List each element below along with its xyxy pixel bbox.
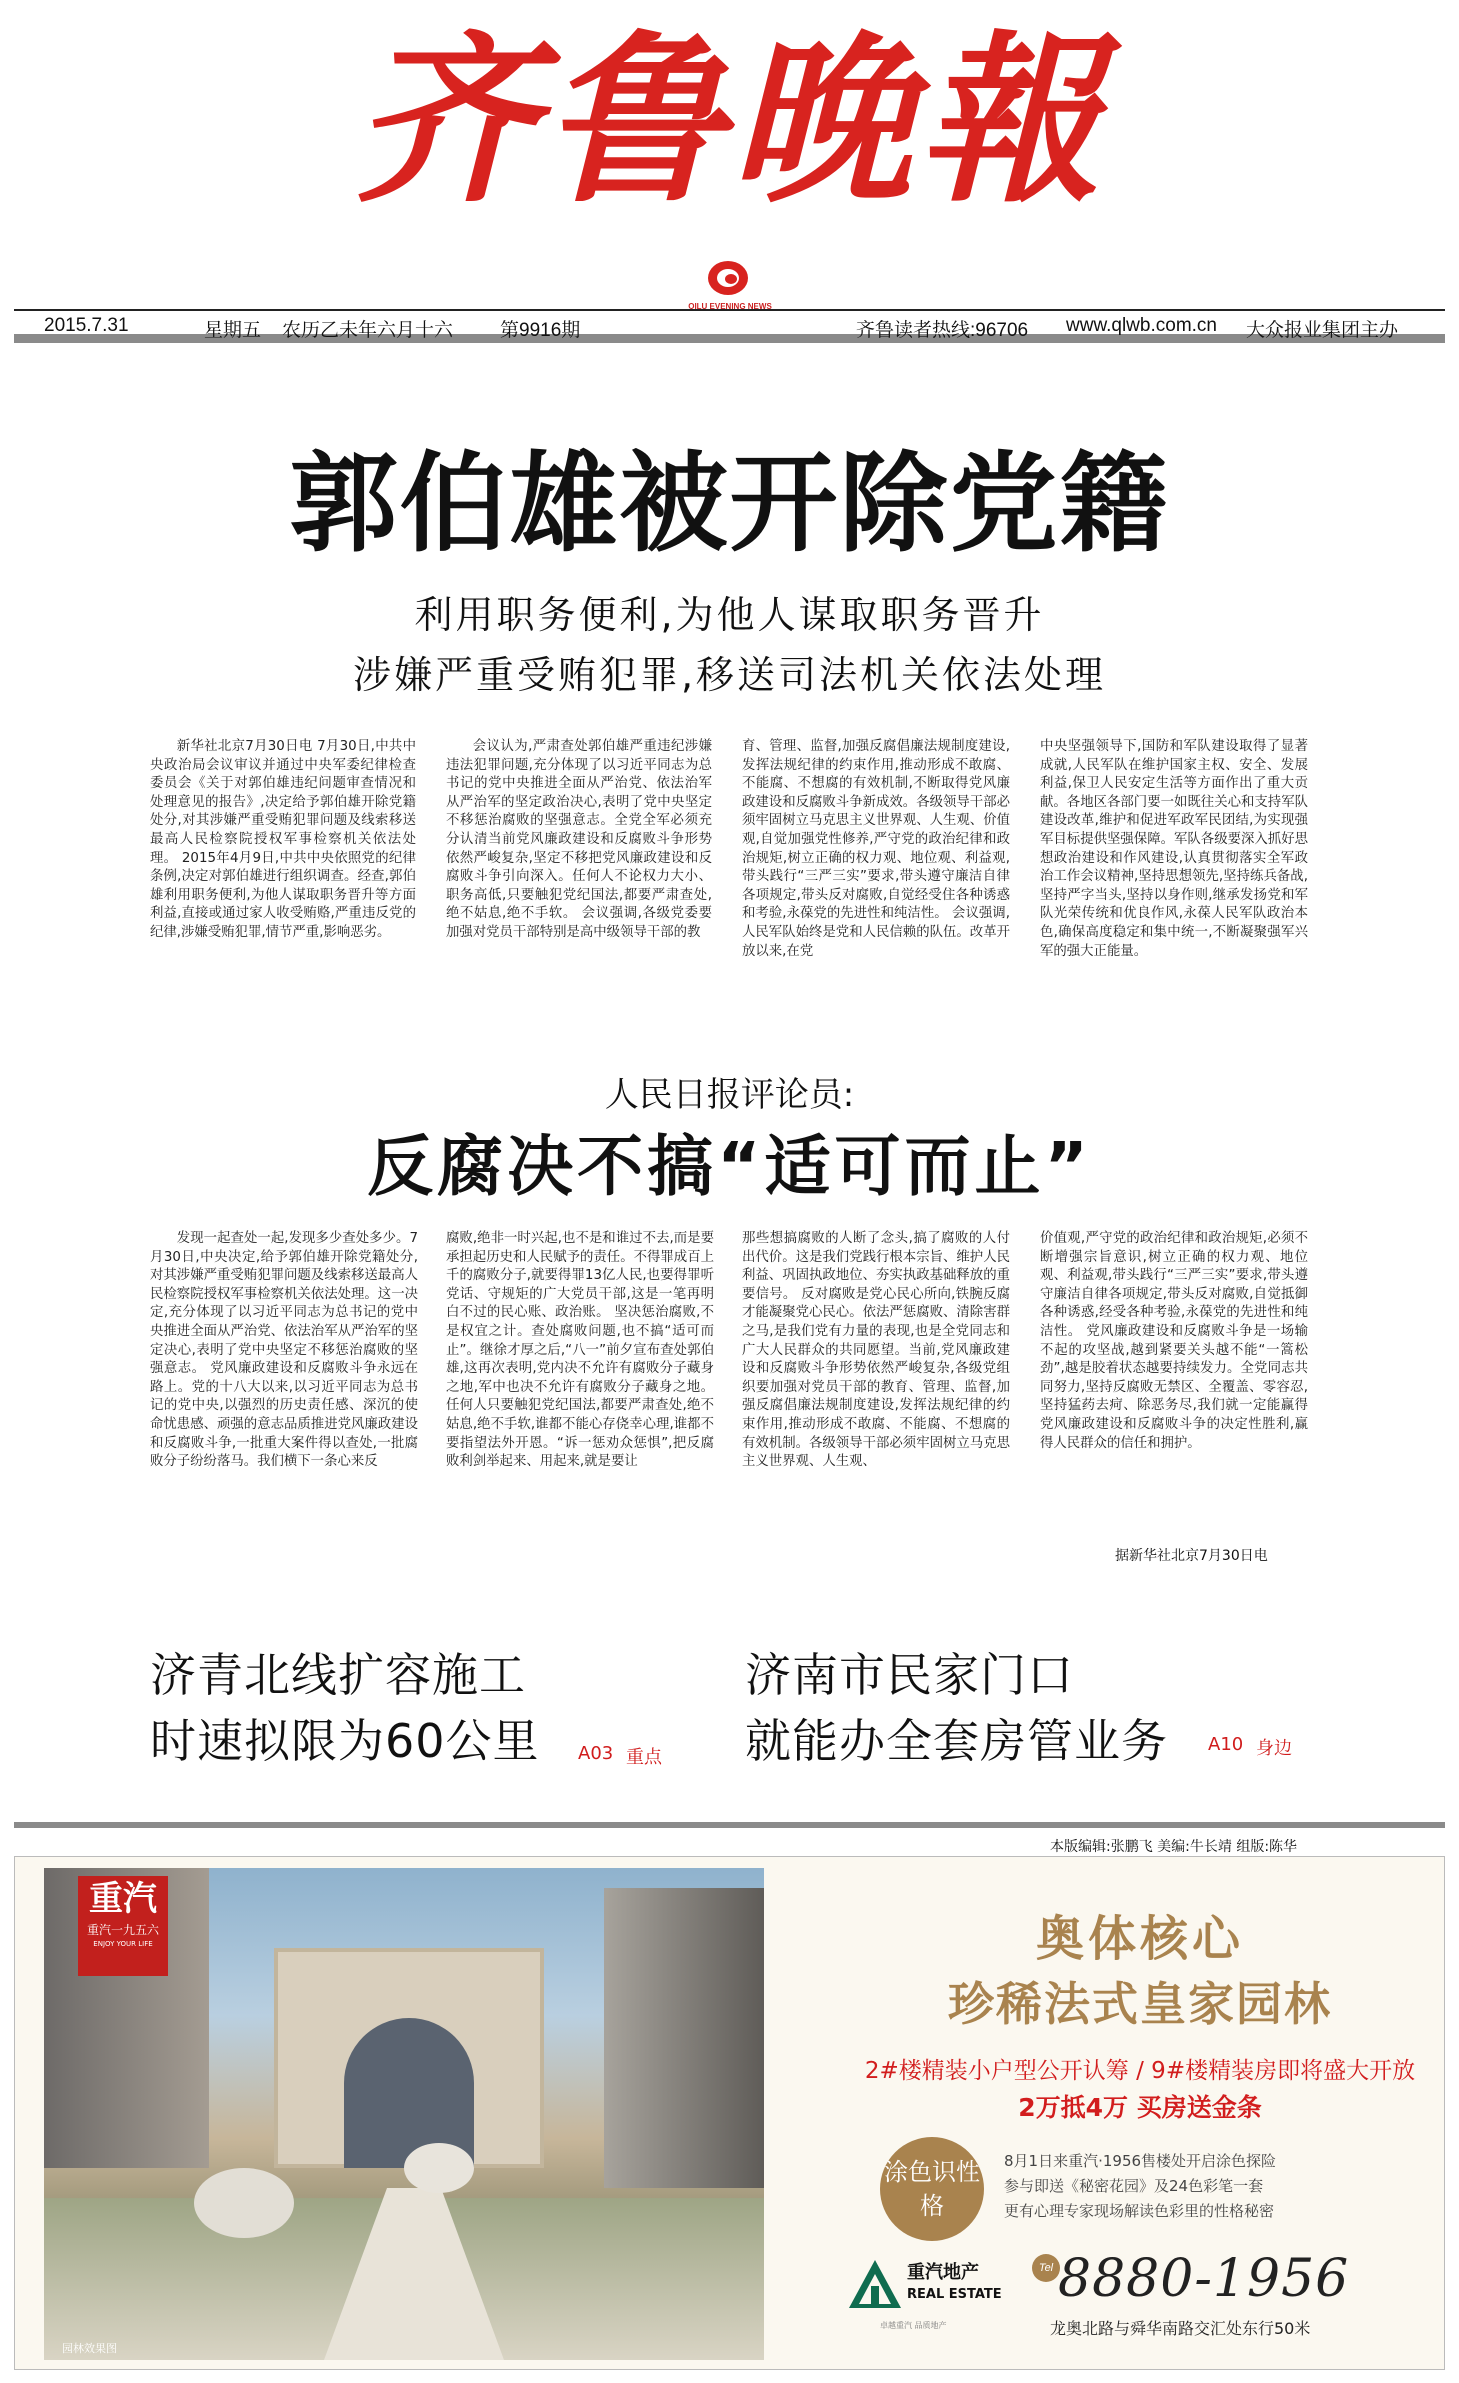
website-link[interactable]: www.qlwb.com.cn xyxy=(1066,315,1217,336)
issue-date: 2015.7.31 xyxy=(44,315,129,336)
ad-offer-line: 2万抵4万 买房送金条 xyxy=(1018,2093,1262,2122)
commentary-signoff: 据新华社北京7月30日电 xyxy=(1115,1548,1268,1564)
teaser-2-page[interactable]: A10 xyxy=(1208,1734,1244,1755)
realty-name: 重汽地产 xyxy=(907,2262,979,2283)
ad-event-line-1: 8月1日来重汽·1956售楼处开启涂色探险 xyxy=(1004,2152,1277,2170)
ad-badge: 涂色识性格 xyxy=(880,2137,984,2241)
commentary-title: 反腐决不搞“适可而止” xyxy=(367,1128,1092,1205)
realty-slogan: 卓越重汽 品质地产 xyxy=(880,2321,947,2330)
commentary-byline: 人民日报评论员: xyxy=(604,1075,855,1115)
ad-event-line-2: 参与即送《秘密花园》及24色彩笔一套 xyxy=(1004,2177,1264,2195)
lead-headline: 郭伯雄被开除党籍 xyxy=(289,442,1170,567)
commentary-column-3: 那些想搞腐败的人断了念头,搞了腐败的人付出代价。这是我们党践行根本宗旨、维护人民利益、巩固执政地位、夯实执政基础释放的重要信号。 反对腐败是党心民心所向,铁腕反腐才能凝聚党心民心。依法严惩腐败、清除害群之马,是我们党有力量的表现,也是全党同志和广大人民群众的共同愿望。当前,党风廉政建设和反腐败斗争形势依然严峻复杂,各级党组织要加强对党员干部的教育、管理、监督,加强反腐倡廉法规制度建设,发挥法规纪律的约束作用,推动形成不敢腐、不能腐、不想腐的有效机制。各级领导干部必须牢固树立马克思主义世界观、人生观、 xyxy=(742,1231,1010,1470)
ad-address: 龙奥北路与舜华南路交汇处东行50米 xyxy=(1050,2319,1311,2338)
commentary-column-4: 价值观,严守党的政治纪律和政治规矩,必须不断增强宗旨意识,树立正确的权力观、地位观、利益观,带头践行“三严三实”要求,带头遵守廉洁自律各项规定,带头反对腐败,自觉抵御各种诱惑,经受各种考验,永葆党的先进性和纯洁性。 党风廉政建设和反腐败斗争是一场输不起的攻坚战,越到紧要关头越不能“一篙松劲”,越是胶着状态越要持续发力。全党同志共同努力,坚持反腐败无禁区、全覆盖、零容忍,坚持猛药去疴、除恶务尽,我们就一定能赢得党风廉政建设和反腐败斗争的决定性胜利,赢得人民群众的信任和拥护。 xyxy=(1040,1231,1308,1451)
ad-brand-logo xyxy=(78,1876,168,1976)
teaser-1-section[interactable]: 重点 xyxy=(626,1747,662,1768)
realty-en: REAL ESTATE xyxy=(907,2287,1002,2302)
lunar-date: 农历乙未年六月十六 xyxy=(282,320,454,341)
ad-promo-line: 2#楼精装小户型公开认筹 / 9#楼精装房即将盛大开放 xyxy=(864,2058,1416,2084)
reader-hotline: 齐鲁读者热线:96706 xyxy=(856,320,1029,341)
teaser-2-section[interactable]: 身边 xyxy=(1256,1738,1292,1759)
lead-column-3: 育、管理、监督,加强反腐倡廉法规制度建设,发挥法规纪律的约束作用,推动形成不敢腐、不能腐、不想腐的有效机制,不断取得党风廉政建设和反腐败斗争新成效。各级领导干部必须牢固树立马克思主义世界观、人生观、价值观,自觉加强党性修养,严守党的政治纪律和政治规矩,树立正确的权力观、地位观、利益观,带头践行“三严三实”要求,带头遵守廉洁自律各项规定,带头反对腐败,自觉经受住各种诱惑和考验,永葆党的先进性和纯洁性。 会议强调,人民军队始终是党和人民信赖的队伍。改革开放以来,在党 xyxy=(742,739,1010,959)
lead-column-1: 新华社北京7月30日电 7月30日,中共中央政治局会议审议并通过中央军委纪律检查委员会《关于对郭伯雄违纪问题审查情况和处理意见的报告》,决定给予郭伯雄开除党籍处分,对其涉嫌严重受贿犯罪问题及线索移送最高人民检察院授权军事检察机关依法处理。 2015年4月9日,中共中央依照党的纪律条例,决定对郭伯雄进行组织调查。经查,郭伯雄利用职务便利,为他人谋取职务晋升等方面利益,直接或通过家人收受贿赂,严重违反党的纪律,涉嫌受贿犯罪,情节严重,影响恶劣。 xyxy=(150,739,416,940)
teaser-1-line-2[interactable]: 时速拟限为60公里 xyxy=(150,1714,540,1768)
masthead-title: 齐鲁晚報 xyxy=(354,13,1106,227)
teaser-2-line-2[interactable]: 就能办全套房管业务 xyxy=(745,1714,1168,1768)
sponsor: 大众报业集团主办 xyxy=(1246,320,1399,341)
logo-text: QILU EVENING NEWS xyxy=(688,302,772,311)
brand-mark: 重汽 xyxy=(89,1879,157,1919)
section-divider xyxy=(14,1822,1445,1828)
weekday: 星期五 xyxy=(204,320,262,341)
lead-subhead-2: 涉嫌严重受贿犯罪,移送司法机关依法处理 xyxy=(352,653,1107,697)
newspaper-logo-icon xyxy=(700,258,756,298)
realty-logo-icon xyxy=(845,2258,905,2310)
dateline-bar xyxy=(14,309,1445,343)
teaser-1-page[interactable]: A03 xyxy=(578,1743,614,1764)
lead-subhead-1: 利用职务便利,为他人谋取职务晋升 xyxy=(414,593,1045,637)
teaser-1-line-1[interactable]: 济青北线扩容施工 xyxy=(150,1648,526,1702)
lead-column-2: 会议认为,严肃查处郭伯雄严重违纪涉嫌违法犯罪问题,充分体现了以习近平同志为总书记的党中央推进全面从严治党、依法治军从严治军的坚定政治决心,表明了党中央坚定不移惩治腐败的坚强意志。全党全军必须充分认清当前党风廉政建设和反腐败斗争形势依然严峻复杂,坚定不移把党风廉政建设和反腐败斗争引向深入。任何人不论权力大小、职务高低,只要触犯党纪国法,都要严肃查处,绝不姑息,绝不手软。 会议强调,各级党委要加强对党员干部特别是高中级领导干部的教 xyxy=(446,739,712,940)
brand-name: 重汽一九五六 xyxy=(86,1923,159,1937)
teaser-2-line-1[interactable]: 济南市民家门口 xyxy=(745,1648,1074,1702)
brand-tagline: ENJOY YOUR LIFE xyxy=(93,1940,153,1948)
ad-headline-1: 奥体核心 xyxy=(1035,1911,1244,1967)
commentary-column-2: 腐败,绝非一时兴起,也不是和谁过不去,而是要承担起历史和人民赋予的责任。不得罪成百上千的腐败分子,就要得罪13亿人民,也要得罪听党话、守规矩的广大党员干部,这是一笔再明白不过的民心账、政治账。 坚决惩治腐败,不是权宜之计。查处腐败问题,也不搞“适可而止”。继徐才厚之后,“八一”前夕宣布查处郭伯雄,这再次表明,党内决不允许有腐败分子藏身之地,军中也决不允许有腐败分子藏身之地。任何人只要触犯党纪国法,都要严肃查处,绝不姑息,绝不手软,谁都不能心存侥幸心理,谁都不要指望法外开恩。“诉一惩劝众惩惧”,把反腐败利剑举起来、用起来,就是要让 xyxy=(446,1231,714,1470)
phone-icon: Tel xyxy=(1032,2254,1060,2282)
ad-event-line-3: 更有心理专家现场解读色彩里的性格秘密 xyxy=(1004,2202,1275,2220)
page-credits: 本版编辑:张鹏飞 美编:牛长靖 组版:陈华 xyxy=(1050,1839,1298,1855)
ad-photo-caption: 园林效果图 xyxy=(62,2342,117,2355)
realty-brand xyxy=(907,2262,1002,2306)
issue-number: 第9916期 xyxy=(500,320,581,341)
commentary-column-1: 发现一起查处一起,发现多少查处多少。7月30日,中央决定,给予郭伯雄开除党籍处分,对其涉嫌严重受贿犯罪问题及线索移送最高人民检察院授权军事检察机关依法处理。这一决定,充分体现了以习近平同志为总书记的党中央推进全面从严治党、依法治军从严治军的坚定决心,表明了党中央坚定不移惩治腐败的坚强意志。 党风廉政建设和反腐败斗争永远在路上。党的十八大以来,以习近平同志为总书记的党中央,以强烈的历史责任感、深沉的使命忧患感、顽强的意志品质推进党风廉政建设和反腐败斗争,一批重大案件得以查处,一批腐败分子纷纷落马。我们横下一条心来反 xyxy=(150,1231,418,1470)
lead-column-4: 中央坚强领导下,国防和军队建设取得了显著成就,人民军队在维护国家主权、安全、发展利益,保卫人民安定生活等方面作出了重大贡献。各地区各部门要一如既往关心和支持军队建设改革,维护和促进军政军民团结,为实现强军目标提供坚强保障。军队各级要深入抓好思想政治建设和作风建设,认真贯彻落实全军政治工作会议精神,坚持思想领先,坚持练兵备战,坚持严字当头,坚持以身作则,继承发扬党和军队光荣传统和优良作风,永葆人民军队政治本色,确保高度稳定和集中统一,不断凝聚强军兴军的强大正能量。 xyxy=(1040,739,1308,959)
ad-headline-2: 珍稀法式皇家园林 xyxy=(948,1977,1332,2031)
ad-phone-number[interactable]: 8880-1956 xyxy=(1058,2249,1350,2309)
